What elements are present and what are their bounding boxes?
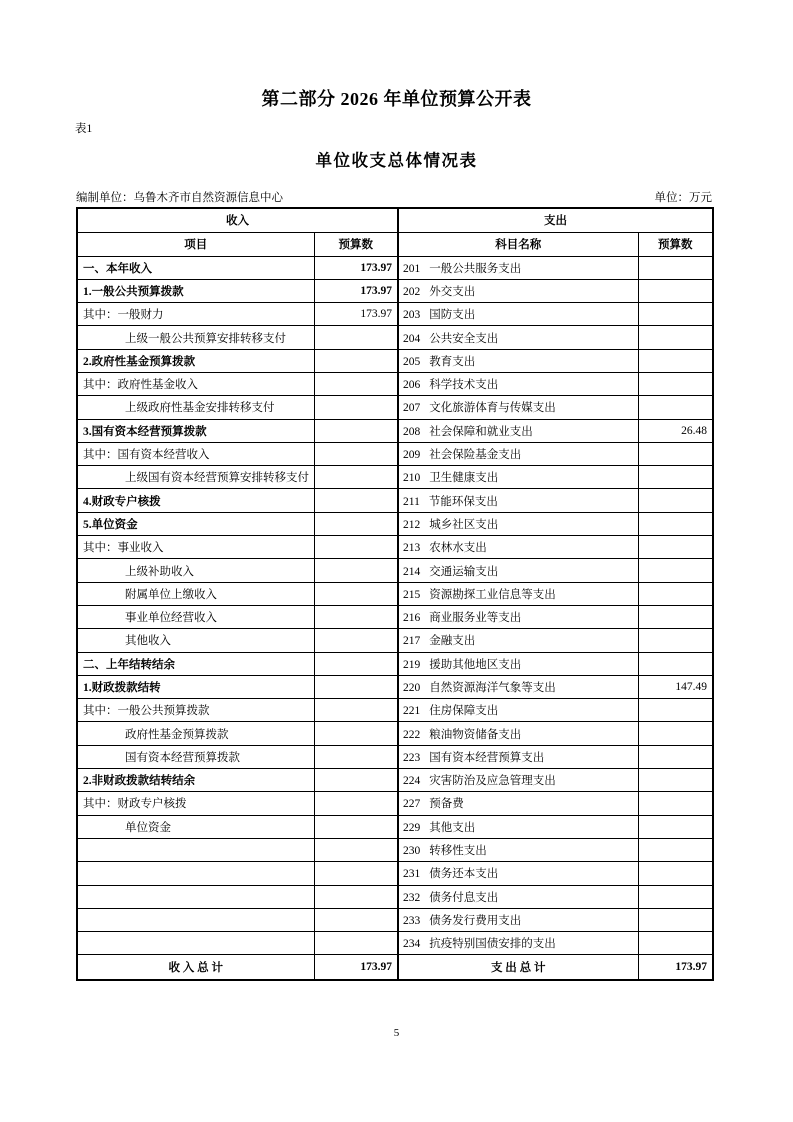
table-row [77, 582, 713, 605]
subject-name: 国防支出 [429, 309, 476, 322]
subject-name: 灾害防治及应急管理支出 [429, 775, 556, 788]
income-item-cell: 其中：一般公共预算拨款 [77, 699, 314, 722]
expense-amount-cell [638, 629, 713, 652]
expense-amount-cell [638, 862, 713, 885]
income-item-cell: 上级政府性基金安排转移支付 [77, 396, 314, 419]
expense-subject-cell [398, 745, 638, 768]
income-item-cell: 其他收入 [77, 629, 314, 652]
subject-code: 214 [403, 565, 421, 578]
income-amount-cell [314, 652, 398, 675]
expense-subject-cell [398, 838, 638, 861]
income-amount-cell [314, 699, 398, 722]
table-row [77, 629, 713, 652]
subject-code: 205 [403, 355, 421, 368]
expense-subject-cell [398, 279, 638, 302]
table-row [77, 699, 713, 722]
col-header-subject: 科目名称 [398, 232, 638, 256]
income-item-cell [77, 862, 314, 885]
income-item-cell: 国有资本经营预算拨款 [77, 745, 314, 768]
subject-name: 资源勘探工业信息等支出 [429, 588, 556, 601]
expense-amount-cell: 147.49 [638, 675, 713, 698]
subject-code: 213 [403, 542, 421, 555]
income-amount-cell [314, 419, 398, 442]
expense-subject-cell [398, 512, 638, 535]
expense-subject-cell [398, 722, 638, 745]
income-amount-cell [314, 536, 398, 559]
table-row [77, 745, 713, 768]
expense-amount-cell [638, 279, 713, 302]
subject-code: 212 [403, 518, 421, 531]
subject-code: 222 [403, 728, 421, 741]
subject-code: 204 [403, 332, 421, 345]
col-header-item: 项目 [77, 232, 314, 256]
income-amount-cell [314, 885, 398, 908]
subject-code: 221 [403, 705, 421, 718]
subject-code: 216 [403, 612, 421, 625]
expense-amount-cell [638, 745, 713, 768]
expense-subject-cell [398, 769, 638, 792]
expense-amount-cell [638, 652, 713, 675]
expense-subject-cell [398, 349, 638, 372]
table-row [77, 256, 713, 279]
expense-amount-cell [638, 256, 713, 279]
income-amount-cell [314, 792, 398, 815]
subject-name: 节能环保支出 [428, 495, 498, 508]
subject-code: 208 [403, 425, 421, 438]
expense-subject-cell [398, 885, 638, 908]
subject-code: 230 [403, 845, 421, 858]
subject-code: 215 [403, 588, 421, 601]
income-item-cell: 3.国有资本经营预算拨款 [77, 419, 314, 442]
income-amount-cell [314, 769, 398, 792]
subject-name: 债务发行费用支出 [429, 914, 522, 927]
expense-subject-cell [398, 932, 638, 955]
subject-name: 住房保障支出 [429, 705, 499, 718]
subject-name: 其他支出 [429, 821, 476, 834]
income-item-cell: 上级一般公共预算安排转移支付 [77, 326, 314, 349]
expense-amount-cell [638, 372, 713, 395]
table-label: 表1 [75, 123, 93, 135]
table-footer [77, 955, 713, 980]
table-row [77, 862, 713, 885]
total-row [77, 955, 713, 980]
income-amount-cell [314, 862, 398, 885]
table-row [77, 349, 713, 372]
table-title: 单位收支总体情况表 [315, 151, 478, 170]
expense-subject-cell [398, 396, 638, 419]
table-body [77, 256, 713, 955]
subject-code: 229 [403, 821, 421, 834]
income-item-cell: 其中：国有资本经营收入 [77, 442, 314, 465]
subject-code: 233 [403, 914, 421, 927]
income-item-cell: 2.政府性基金预算拨款 [77, 349, 314, 372]
expense-amount-cell [638, 932, 713, 955]
subject-code: 219 [403, 658, 421, 671]
income-amount-cell [314, 466, 398, 489]
subject-name: 自然资源海洋气象等支出 [429, 681, 556, 694]
income-amount-cell [314, 489, 398, 512]
subject-name: 卫生健康支出 [429, 472, 499, 485]
subject-name: 转移性支出 [429, 845, 487, 858]
subject-name: 粮油物资储备支出 [429, 728, 522, 741]
table-row [77, 303, 713, 326]
table-row [77, 419, 713, 442]
table-row [77, 512, 713, 535]
table-row [77, 769, 713, 792]
table-row [77, 815, 713, 838]
expense-amount-cell [638, 489, 713, 512]
subject-name: 科学技术支出 [429, 379, 499, 392]
page-number: 5 [393, 1027, 400, 1039]
income-amount-cell [314, 372, 398, 395]
income-amount-cell [314, 396, 398, 419]
table-row [77, 908, 713, 931]
expense-amount-cell [638, 605, 713, 628]
income-item-cell [77, 885, 314, 908]
expense-subject-cell [398, 792, 638, 815]
income-amount-cell [314, 582, 398, 605]
subject-name: 社会保障和就业支出 [429, 425, 533, 438]
expense-amount-cell [638, 326, 713, 349]
expense-subject-cell [398, 699, 638, 722]
subject-name: 外交支出 [429, 285, 476, 298]
income-item-cell: 事业单位经营收入 [77, 605, 314, 628]
prepared-by-label: 编制单位：乌鲁木齐市自然资源信息中心 [76, 192, 283, 204]
subject-code: 207 [403, 402, 421, 415]
table-row [77, 932, 713, 955]
income-item-cell: 其中：财政专户核拨 [77, 792, 314, 815]
expense-amount-cell [638, 769, 713, 792]
income-item-cell: 一、本年收入 [77, 256, 314, 279]
expense-amount-cell [638, 396, 713, 419]
income-item-cell [77, 838, 314, 861]
table-row [77, 489, 713, 512]
expense-total-value: 173.97 [638, 955, 713, 980]
expense-subject-cell [398, 908, 638, 931]
expense-subject-cell [398, 862, 638, 885]
expense-amount-cell [638, 792, 713, 815]
subject-name: 抗疫特别国债安排的支出 [429, 938, 556, 951]
expense-amount-cell [638, 722, 713, 745]
expense-amount-cell [638, 303, 713, 326]
income-amount-cell [314, 722, 398, 745]
expense-section-header: 支出 [398, 208, 713, 232]
expense-total-label: 支 出 总 计 [398, 955, 638, 980]
expense-subject-cell [398, 536, 638, 559]
income-amount-cell [314, 605, 398, 628]
table-row [77, 372, 713, 395]
subject-code: 209 [403, 449, 421, 462]
meta-row [76, 189, 712, 205]
subject-code: 220 [403, 681, 421, 694]
expense-subject-cell [398, 442, 638, 465]
table-row [77, 838, 713, 861]
income-amount-cell [314, 932, 398, 955]
table-row [77, 885, 713, 908]
income-amount-cell [314, 559, 398, 582]
table-row [77, 279, 713, 302]
income-item-cell: 上级补助收入 [77, 559, 314, 582]
income-item-cell: 附属单位上缴收入 [77, 582, 314, 605]
expense-subject-cell [398, 559, 638, 582]
expense-amount-cell [638, 442, 713, 465]
expense-subject-cell [398, 372, 638, 395]
subject-name: 农林水支出 [429, 542, 487, 555]
income-item-cell [77, 932, 314, 955]
expense-amount-cell [638, 699, 713, 722]
subject-code: 217 [403, 635, 421, 648]
expense-amount-cell [638, 512, 713, 535]
income-item-cell: 其中：事业收入 [77, 536, 314, 559]
subject-name: 援助其他地区支出 [429, 658, 522, 671]
subject-name: 公共安全支出 [429, 332, 499, 345]
column-header-row [77, 232, 713, 256]
income-amount-cell: 173.97 [314, 303, 398, 326]
part-title: 第二部分 2026 年单位预算公开表 [261, 89, 532, 109]
subject-code: 227 [403, 798, 421, 811]
subject-code: 231 [403, 868, 421, 881]
unit-note-label: 单位：万元 [654, 192, 712, 204]
income-item-cell: 其中：一般财力 [77, 303, 314, 326]
table-row [77, 605, 713, 628]
expense-amount-cell: 26.48 [638, 419, 713, 442]
income-amount-cell [314, 512, 398, 535]
income-amount-cell: 173.97 [314, 256, 398, 279]
income-amount-cell [314, 349, 398, 372]
table-row [77, 442, 713, 465]
expense-amount-cell [638, 815, 713, 838]
income-item-cell: 4.财政专户核拨 [77, 489, 314, 512]
table-row [77, 559, 713, 582]
income-item-cell: 1.一般公共预算拨款 [77, 279, 314, 302]
subject-name: 教育支出 [429, 355, 476, 368]
income-item-cell: 单位资金 [77, 815, 314, 838]
income-amount-cell: 173.97 [314, 279, 398, 302]
income-section-header: 收入 [77, 208, 398, 232]
subject-code: 210 [403, 472, 421, 485]
expense-subject-cell [398, 256, 638, 279]
subject-name: 一般公共服务支出 [429, 262, 522, 275]
subject-name: 债务付息支出 [429, 891, 499, 904]
subject-name: 债务还本支出 [429, 868, 499, 881]
income-amount-cell [314, 815, 398, 838]
expense-subject-cell [398, 419, 638, 442]
subject-code: 223 [403, 751, 421, 764]
subject-code: 224 [403, 775, 421, 788]
expense-subject-cell [398, 303, 638, 326]
subject-name: 预备费 [429, 798, 464, 811]
expense-amount-cell [638, 536, 713, 559]
income-amount-cell [314, 908, 398, 931]
expense-subject-cell [398, 582, 638, 605]
col-header-expense-budget: 预算数 [638, 232, 713, 256]
expense-subject-cell [398, 605, 638, 628]
expense-subject-cell [398, 629, 638, 652]
income-amount-cell [314, 745, 398, 768]
expense-subject-cell [398, 489, 638, 512]
expense-amount-cell [638, 908, 713, 931]
income-item-cell: 2.非财政拨款结转结余 [77, 769, 314, 792]
subject-code: 211 [403, 495, 420, 508]
table-row [77, 722, 713, 745]
income-item-cell [77, 908, 314, 931]
income-amount-cell [314, 442, 398, 465]
subject-code: 206 [403, 379, 421, 392]
expense-amount-cell [638, 559, 713, 582]
section-header-row [77, 208, 713, 232]
expense-subject-cell [398, 815, 638, 838]
income-total-value: 173.97 [314, 955, 398, 980]
subject-code: 203 [403, 309, 421, 322]
table-header [77, 208, 713, 256]
subject-name: 商业服务业等支出 [429, 612, 522, 625]
income-item-cell: 其中：政府性基金收入 [77, 372, 314, 395]
subject-name: 城乡社区支出 [429, 518, 499, 531]
subject-name: 金融支出 [429, 635, 476, 648]
table-row [77, 675, 713, 698]
subject-name: 国有资本经营预算支出 [429, 751, 545, 764]
table-row [77, 396, 713, 419]
income-amount-cell [314, 838, 398, 861]
expense-amount-cell [638, 466, 713, 489]
subject-code: 232 [403, 891, 421, 904]
table-row [77, 536, 713, 559]
subject-code: 202 [403, 285, 421, 298]
expense-subject-cell [398, 675, 638, 698]
subject-name: 交通运输支出 [429, 565, 499, 578]
table-row [77, 652, 713, 675]
expense-subject-cell [398, 326, 638, 349]
income-item-cell: 1.财政拨款结转 [77, 675, 314, 698]
income-amount-cell [314, 326, 398, 349]
expense-amount-cell [638, 349, 713, 372]
budget-table [76, 207, 714, 981]
expense-amount-cell [638, 838, 713, 861]
subject-name: 文化旅游体育与传媒支出 [429, 402, 556, 415]
income-amount-cell [314, 675, 398, 698]
table-row [77, 326, 713, 349]
income-item-cell: 5.单位资金 [77, 512, 314, 535]
income-item-cell: 上级国有资本经营预算安排转移支付 [77, 466, 314, 489]
table-row [77, 792, 713, 815]
subject-name: 社会保险基金支出 [429, 449, 522, 462]
income-item-cell: 二、上年结转结余 [77, 652, 314, 675]
col-header-income-budget: 预算数 [314, 232, 398, 256]
subject-code: 234 [403, 938, 421, 951]
income-total-label: 收 入 总 计 [77, 955, 314, 980]
income-amount-cell [314, 629, 398, 652]
table-row [77, 466, 713, 489]
expense-subject-cell [398, 466, 638, 489]
income-item-cell: 政府性基金预算拨款 [77, 722, 314, 745]
expense-subject-cell [398, 652, 638, 675]
expense-amount-cell [638, 582, 713, 605]
subject-code: 201 [403, 262, 421, 275]
expense-amount-cell [638, 885, 713, 908]
